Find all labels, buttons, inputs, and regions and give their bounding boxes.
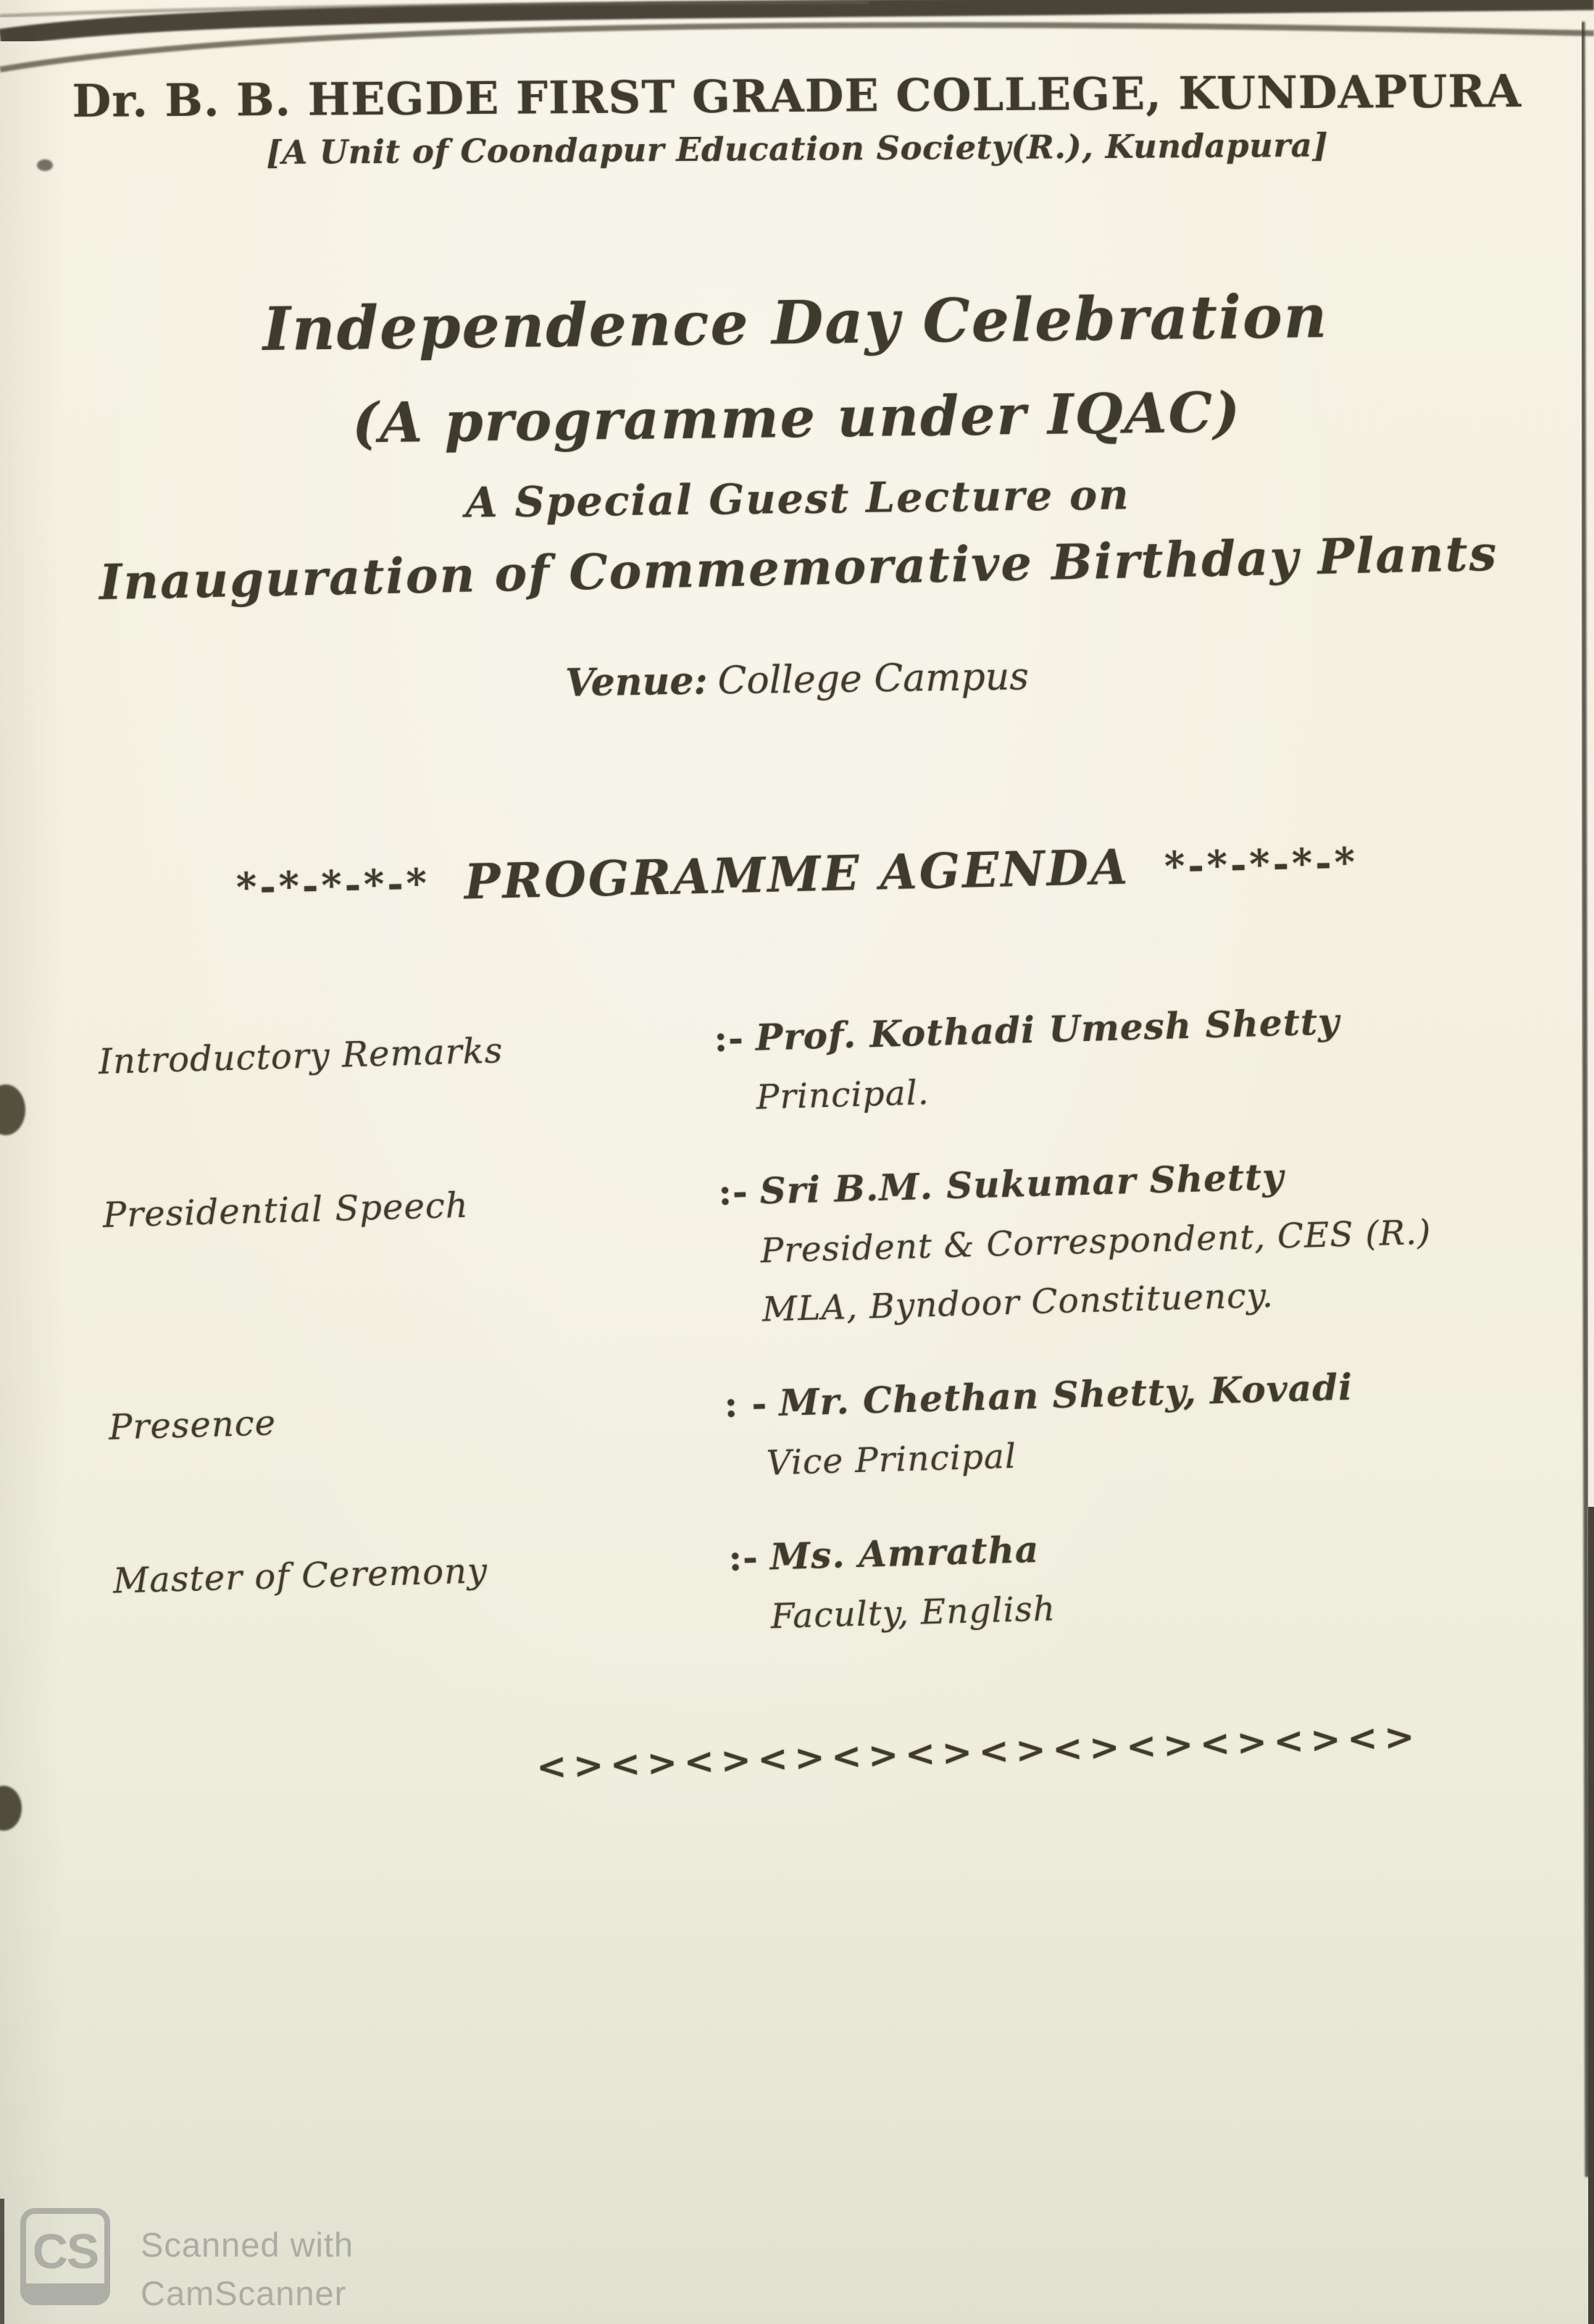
document-header xyxy=(0,64,1594,173)
agenda-value xyxy=(724,1359,1577,1484)
agenda-label: Master of Ceremony xyxy=(112,1550,488,1602)
venue-value: College Campus xyxy=(717,655,1030,703)
camscanner-caption-line2: CamScanner xyxy=(141,2273,347,2312)
agenda-person-name: Ms. Amratha xyxy=(769,1528,1040,1579)
event-subtitle: A Special Guest Lecture on xyxy=(464,470,1130,527)
agenda-person-detail: Faculty, English xyxy=(770,1589,1056,1637)
agenda-decor-left: *-*-*-*-* xyxy=(235,859,430,911)
agenda-separator: : - xyxy=(723,1382,769,1426)
agenda-row-master-of-ceremony xyxy=(112,1513,1582,1655)
camscanner-logo-bar xyxy=(20,2283,110,2305)
agenda-person-detail: MLA, Byndoor Constituency. xyxy=(761,1275,1274,1330)
event-title-line1: Independence Day Celebration xyxy=(262,282,1329,364)
college-name: Dr. B. B. HEGDE FIRST GRADE COLLEGE, KUNDAPURA xyxy=(72,64,1522,128)
agenda-separator: :- xyxy=(717,1170,749,1214)
agenda-label: Presidential Speech xyxy=(102,1184,470,1236)
agenda-decor-right: *-*-*-*-* xyxy=(1164,838,1359,890)
agenda-label: Introductory Remarks xyxy=(98,1030,504,1082)
agenda-person-name: Sri B.M. Sukumar Shetty xyxy=(759,1155,1285,1213)
camscanner-caption-line1: Scanned with xyxy=(141,2225,354,2264)
agenda-heading xyxy=(0,828,1594,921)
agenda-label: Presence xyxy=(108,1403,277,1448)
agenda-person xyxy=(728,1513,1580,1579)
agenda-list xyxy=(98,993,1583,1707)
camscanner-caption xyxy=(141,2221,354,2317)
agenda-heading-text: PROGRAMME AGENDA xyxy=(463,838,1130,911)
agenda-value xyxy=(718,1147,1574,1331)
agenda-person xyxy=(714,993,1566,1060)
event-titles xyxy=(0,279,1594,611)
camscanner-logo-icon xyxy=(20,2208,110,2305)
venue-line xyxy=(0,647,1594,714)
agenda-person-name: Prof. Kothadi Umesh Shetty xyxy=(754,1000,1340,1059)
agenda-person-detail: Vice Principal xyxy=(766,1436,1017,1484)
agenda-value xyxy=(714,993,1567,1119)
agenda-person xyxy=(718,1147,1570,1213)
agenda-person xyxy=(724,1359,1576,1426)
venue-label: Venue: xyxy=(564,659,709,706)
camscanner-watermark xyxy=(20,2208,354,2317)
divider-ornament: <><><><><><><><><><><><> xyxy=(535,1714,1422,1789)
agenda-separator: :- xyxy=(713,1016,745,1061)
agenda-row-introductory-remarks xyxy=(98,993,1567,1135)
agenda-person-detail: President & Correspondent, CES (R.) xyxy=(759,1212,1432,1271)
agenda-row-presidential-speech xyxy=(102,1147,1573,1347)
event-title-line2: (A programme under IQAC) xyxy=(351,380,1242,456)
camscanner-logo-letters: CS xyxy=(32,2224,99,2279)
lecture-title: Inauguration of Commemorative Birthday Plants xyxy=(99,524,1499,611)
agenda-person-detail: Principal. xyxy=(756,1073,930,1118)
society-line: [A Unit of Coondapur Education Society(R.), Kundapura] xyxy=(266,125,1329,172)
agenda-value xyxy=(728,1513,1582,1638)
agenda-separator: :- xyxy=(727,1535,759,1579)
agenda-person-name: Mr. Chethan Shetty, Kovadi xyxy=(778,1365,1353,1424)
agenda-row-presence xyxy=(108,1359,1577,1501)
